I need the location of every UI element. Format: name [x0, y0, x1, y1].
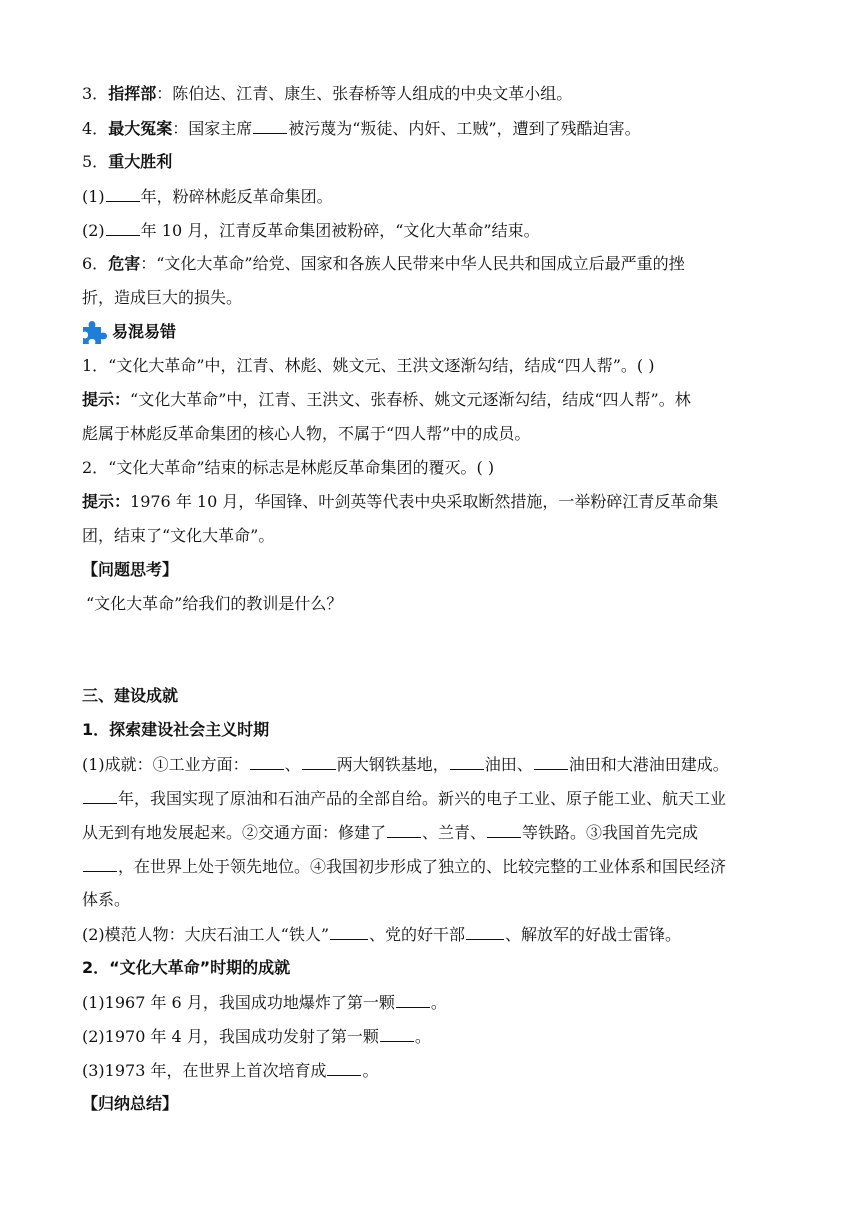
fill-blank [250, 752, 284, 770]
fill-blank [450, 752, 484, 770]
hint-2-cont: 团，结束了“文化大革命”。 [82, 526, 275, 545]
section-3-sub-1: 1．探索建设社会主义时期 [82, 720, 270, 739]
cr-achievement-1: (1)1967 年 6 月，我国成功地爆炸了第一颗 。 [82, 990, 782, 1015]
thinking-question: “文化大革命”给我们的教训是什么？ [86, 594, 343, 613]
achievements-line-3: 从无到有地发展起来。②交通方面：修建了 、兰青、 等铁路。③我国首先完成 [82, 820, 782, 845]
confusion-title: 易混易错 [112, 322, 177, 341]
item-5-1: (1) 年，粉碎林彪反革命集团。 [82, 184, 782, 209]
fill-blank [327, 1058, 361, 1076]
achievements-line-1: (1)成就：①工业方面： 、 两大钢铁基地， 油田、 油田和大港油田建成。 [82, 752, 782, 777]
achievements-line-4: ，在世界上处于领先地位。④我国初步形成了独立的、比较完整的工业体系和国民经济 [82, 854, 782, 879]
hint-label: 提示： [82, 492, 131, 511]
section-3-sub-2: 2．“文化大革命”时期的成就 [82, 958, 291, 977]
hint-1-cont: 彪属于林彪反革命集团的核心人物，不属于“四人帮”中的成员。 [82, 424, 531, 443]
puzzle-icon [80, 318, 108, 344]
item-5-2: (2) 年 10 月，江青反革命集团被粉碎，“文化大革命”结束。 [82, 218, 782, 243]
fill-blank [106, 218, 140, 236]
item-6: 6．危害：“文化大革命”给党、国家和各族人民带来中华人民共和国成立后最严重的挫 [82, 254, 685, 273]
item-6-cont: 折，造成巨大的损失。 [82, 288, 243, 307]
item-6-title: 危害 [108, 254, 141, 273]
hint-2: 提示：1976 年 10 月，华国锋、叶剑英等代表中央采取断然措施，一举粉碎江青反革命集 [82, 492, 719, 511]
item-5: 5．重大胜利 [82, 152, 173, 171]
fill-blank [330, 922, 368, 940]
cr-achievement-2: (2)1970 年 4 月，我国成功发射了第一颗 。 [82, 1024, 782, 1049]
confusion-question-2: 2．“文化大革命”结束的标志是林彪反革命集团的覆灭。( ) [82, 458, 495, 477]
fill-blank [396, 990, 430, 1008]
item-4: 4．最大冤案：国家主席 被污蔑为“叛徒、内奸、工贼”，遭到了残酷迫害。 [82, 116, 782, 141]
item-3: 3．指挥部：陈伯达、江青、康生、张春桥等人组成的中央文革小组。 [82, 84, 573, 103]
achievements-line-2: 年，我国实现了原油和石油产品的全部自给。新兴的电子工业、原子能工业、航天工业 [82, 786, 782, 811]
fill-blank [466, 922, 504, 940]
achievements-line-5: 体系。 [82, 890, 131, 909]
fill-blank [83, 854, 117, 872]
hint-1: 提示：“文化大革命”中，江青、王洪文、张春桥、姚文元逐渐勾结，结成“四人帮”。林 [82, 390, 691, 409]
confusion-question-1: 1．“文化大革命”中，江青、林彪、姚文元、王洪文逐渐勾结，结成“四人帮”。( ) [82, 356, 655, 375]
fill-blank [83, 786, 117, 804]
hint-label: 提示： [82, 390, 131, 409]
section-3-title: 三、建设成就 [82, 686, 179, 705]
item-3-title: 指挥部 [108, 84, 157, 103]
summary-title: 【归纳总结】 [82, 1094, 179, 1113]
cr-achievement-3: (3)1973 年，在世界上首次培育成 。 [82, 1058, 782, 1083]
fill-blank [253, 116, 287, 134]
fill-blank [534, 752, 568, 770]
fill-blank [380, 1024, 414, 1042]
fill-blank [387, 820, 421, 838]
item-4-title: 最大冤案 [108, 119, 173, 138]
item-5-title: 重大胜利 [108, 152, 173, 171]
fill-blank [302, 752, 336, 770]
fill-blank [106, 184, 140, 202]
model-figures: (2)模范人物：大庆石油工人“铁人” 、党的好干部 、解放军的好战士雷锋。 [82, 922, 782, 947]
thinking-title: 【问题思考】 [82, 560, 179, 579]
fill-blank [487, 820, 521, 838]
